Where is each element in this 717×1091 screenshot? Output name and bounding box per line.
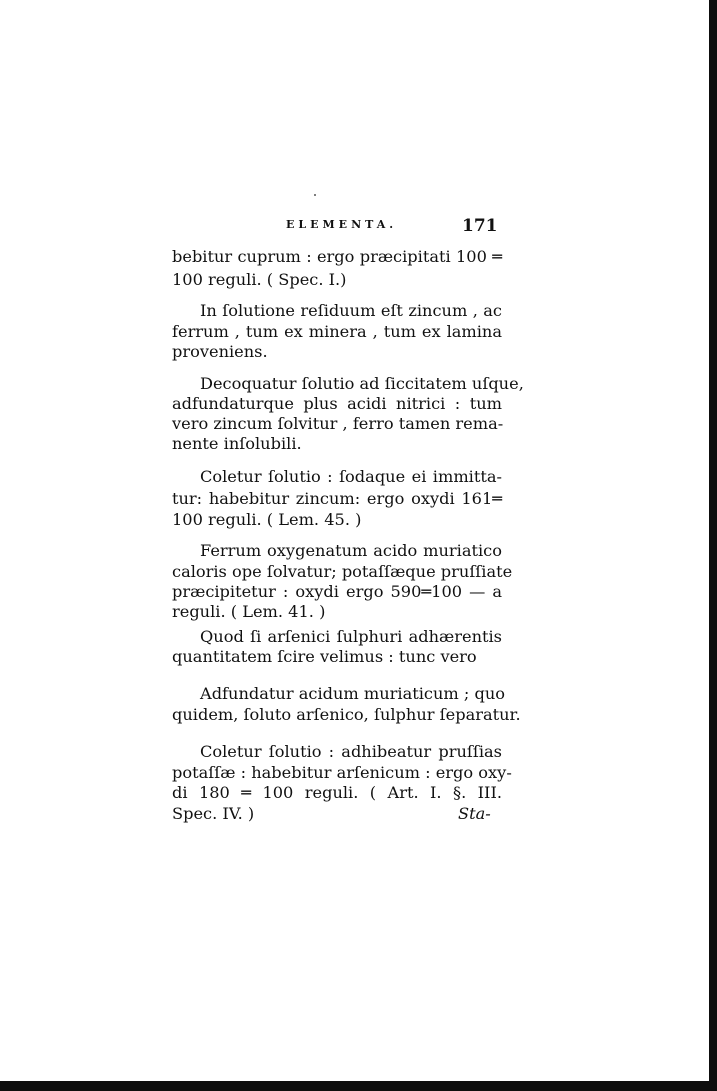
text-line: vero zincum ſolvitur , ferro tamen rema- [172, 414, 504, 433]
text-line: In ſolutione reſiduum eſt zincum , ac [200, 301, 502, 320]
text-line: Coletur ſolutio : adhibeatur pruſſias [200, 742, 502, 761]
text-line: Adfundatur acidum muriaticum ; quo [200, 684, 506, 703]
text-line: bebitur cuprum : ergo præcipitati 100 ═ [172, 247, 502, 266]
text-line: quidem, ſoluto arſenico, ſulphur ſeparatur. [172, 705, 521, 724]
text-line: caloris ope ſolvatur; potaſſæque pruſſiate [172, 562, 513, 581]
text-line: Decoquatur ſolutio ad ſiccitatem uſque, [200, 374, 524, 393]
text-line: 100 reguli. ( Lem. 45. ) [172, 510, 362, 529]
catchword: Sta- [458, 804, 491, 823]
text-line: quantitatem ſcire velimus : tunc vero [172, 647, 477, 666]
text-line: nente inſolubili. [172, 434, 302, 453]
text-line: Spec. IV. ) [172, 804, 255, 823]
text-line: di 180 ═ 100 reguli. ( Art. I. §. III. [172, 783, 502, 802]
text-line: præcipitetur : oxydi ergo 590═100 — a [172, 582, 502, 601]
text-line: Quod ſi arſenici ſulphuri adhærentis [200, 627, 502, 646]
text-line: potaſſæ : habebitur arſenicum : ergo oxy- [172, 763, 512, 782]
text-line: 100 reguli. ( Spec. I.) [172, 270, 347, 289]
text-line: ferrum , tum ex minera , tum ex lamina [172, 322, 502, 341]
running-title: ELEMENTA. [286, 218, 398, 231]
text-line: proveniens. [172, 342, 268, 361]
page-number: 171 [462, 216, 498, 236]
text-line: Ferrum oxygenatum acido muriatico [200, 541, 502, 560]
text-line: tur: habebitur zincum: ergo oxydi 161═ [172, 489, 502, 508]
ink-speck [314, 194, 316, 196]
text-line: adfundaturque plus acidi nitrici : tum [172, 394, 502, 413]
text-line: Coletur ſolutio : ſodaque ei immitta- [200, 467, 502, 486]
text-line: reguli. ( Lem. 41. ) [172, 602, 326, 621]
